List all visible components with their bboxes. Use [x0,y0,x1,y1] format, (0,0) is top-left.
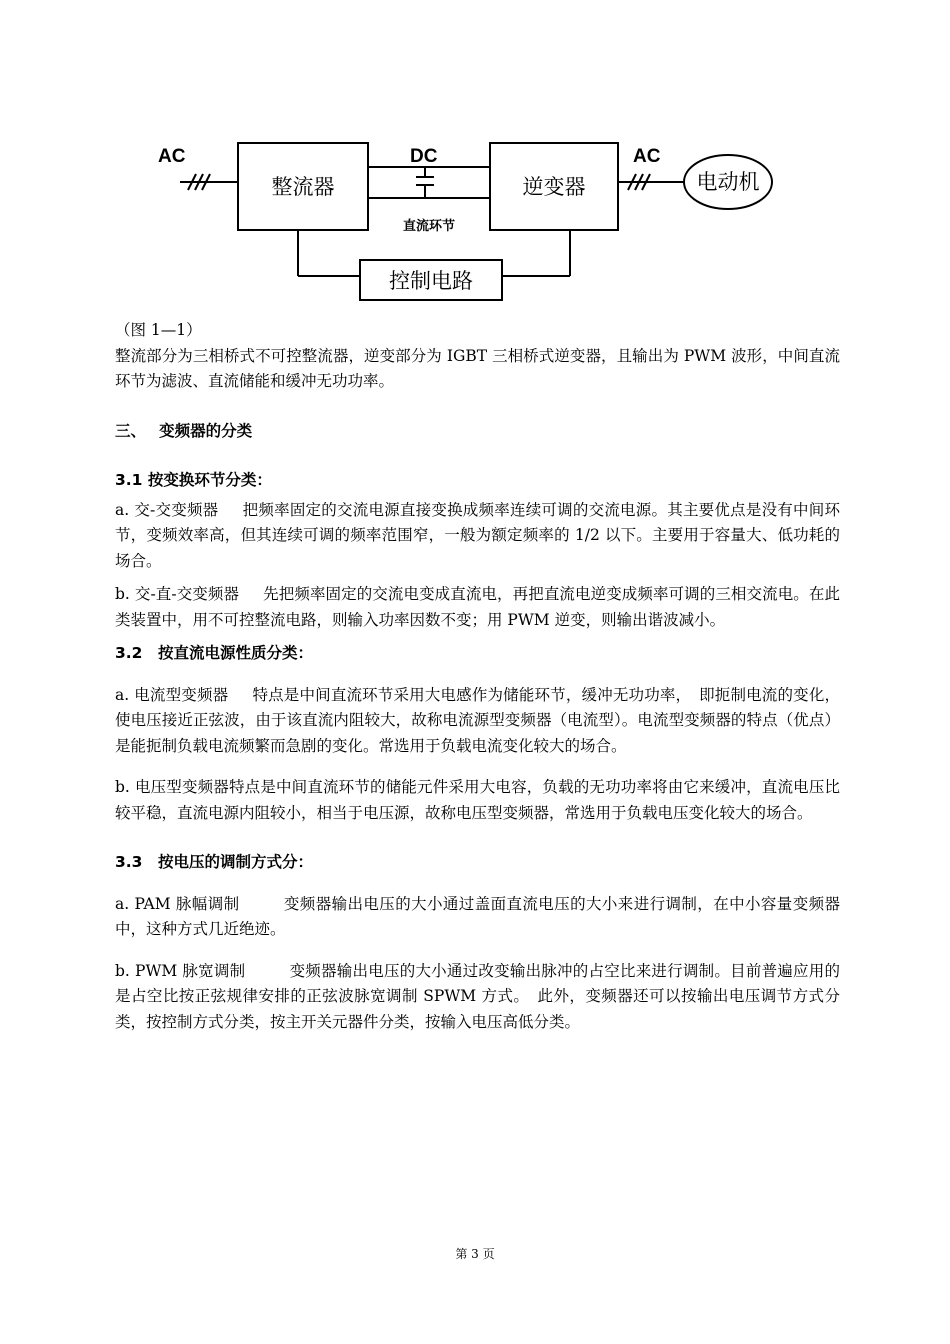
item-text: 先把频率固定的交流电变成直流电，再把直流电逆变成频率可调的三相交流电。在此类装置中，用不可控整流电路，则输入功率因数不变；用 PWM 逆变，则输出谐波减小。 [115,585,840,629]
item-label: b. 交-直-交变频器 [115,585,240,603]
page-number: 第 3 页 [455,1247,495,1261]
section-3-2-item-a [115,683,840,760]
figure-caption: （图 1—1） [115,321,202,339]
motor-label: 电动机 [696,170,760,194]
dc-link-label: 直流环节 [402,219,456,234]
section-3-1-title: 3.1 按变换环节分类： [115,471,272,489]
item-label: a. 交-交变频器 [115,500,219,519]
section-3-2-item-b: b. 电压型变频器特点是中间直流环节的储能元件采用大电容，负载的无功功率将由它来缓冲，直流电压比较平稳，直流电源内阻较小，相当于电压源，故称电压型变频器，常选用于负载电压变化较大的场合。 [115,778,840,822]
item-text: 特点是中间直流环节采用大电感作为储能环节，缓冲无功功率， 即扼制电流的变化，使电压接近正弦波，由于该直流内阻较大，故称电流源型变频器（电流型）。电流型变频器的特点（优点）是能扼制负载电流频繁而急剧的变化。常选用于负载电流变化较大的场合。 [115,685,840,755]
section-3-3-item-b [115,959,840,1036]
section-3-2-title: 3.2 按直流电源性质分类： [115,644,313,662]
item-label: a. 电流型变频器 [115,685,229,704]
block-diagram [150,135,790,310]
item-text: 把频率固定的交流电源直接变换成频率连续可调的交流电源。其主要优点是没有中间环节，变频效率高，但其连续可调的频率范围窄，一般为额定频率的 1/2 以下。主要用于容量大、低功耗的场合。 [115,500,840,570]
ac-output-label: AC [633,146,661,167]
item-text: 变频器输出电压的大小通过盖面直流电压的大小来进行调制，在中小容量变频器中，这种方式几近绝迹。 [115,894,840,938]
section-3-1-item-b [115,582,840,633]
section-3-title: 三、 变频器的分类 [115,421,253,440]
control-label: 控制电路 [389,269,473,293]
section-3-1-item-a [115,498,840,575]
item-label: b. PWM 脉宽调制 [115,961,246,980]
rectifier-label: 整流器 [271,175,335,199]
ac-input-label: AC [158,146,186,167]
item-label: a. PAM 脉幅调制 [115,894,240,913]
item-text: 变频器输出电压的大小通过改变输出脉冲的占空比来进行调制。目前普遍应用的是占空比按正弦规律安排的正弦波脉宽调制 SPWM 方式。 此外，变频器还可以按输出电压调节方式分类，按控制方式分类，按主开关元器件分类，按输入电压高低分类。 [115,961,840,1031]
inverter-label: 逆变器 [522,175,586,199]
intro-paragraph: 整流部分为三相桥式不可控整流器，逆变部分为 IGBT 三相桥式逆变器，且输出为 PWM 波形，中间直流环节为滤波、直流储能和缓冲无功功率。 [115,346,840,390]
section-3-3-item-a [115,892,840,943]
document-body [115,318,840,1035]
dc-label: DC [410,146,438,167]
section-3-3-title: 3.3 按电压的调制方式分： [115,853,313,871]
